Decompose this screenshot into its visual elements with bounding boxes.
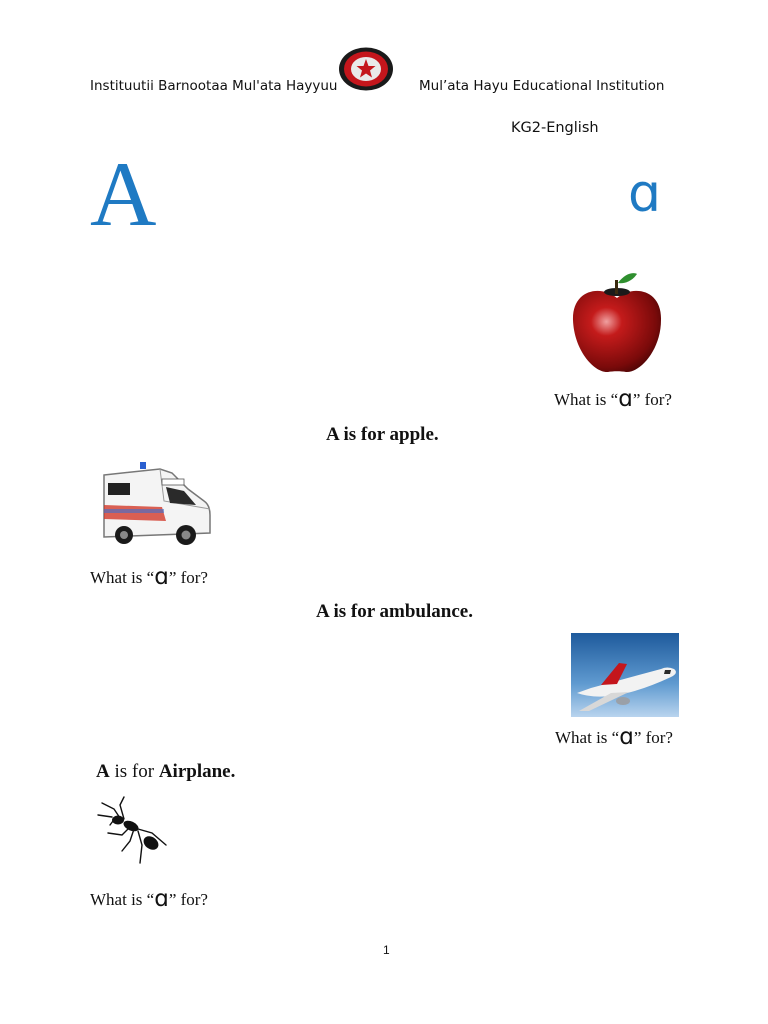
question-airplane: What is “ɑ” for? [555, 724, 673, 750]
header-institution-oromo: Instituutii Barnootaa Mul'ata Hayyuu [90, 78, 338, 94]
ant-image [94, 795, 176, 877]
apple-image [570, 270, 664, 375]
question-ambulance: What is “ɑ” for? [90, 564, 208, 590]
lowercase-letter-a: ɑ [628, 164, 662, 224]
question-ant: What is “ɑ” for? [90, 886, 208, 912]
uppercase-letter-a: A [90, 143, 157, 245]
page-number: 1 [383, 943, 390, 957]
airplane-image [571, 633, 679, 717]
institution-logo [337, 46, 395, 92]
ambulance-image [100, 461, 212, 555]
subject-label: KG2-English [511, 120, 599, 136]
statement-airplane: A is for Airplane. [96, 761, 236, 782]
header-institution-english: Mul’ata Hayu Educational Institution [419, 78, 665, 94]
statement-apple: A is for apple. [326, 424, 439, 445]
statement-ambulance: A is for ambulance. [316, 601, 473, 622]
question-apple: What is “ɑ” for? [554, 386, 672, 412]
